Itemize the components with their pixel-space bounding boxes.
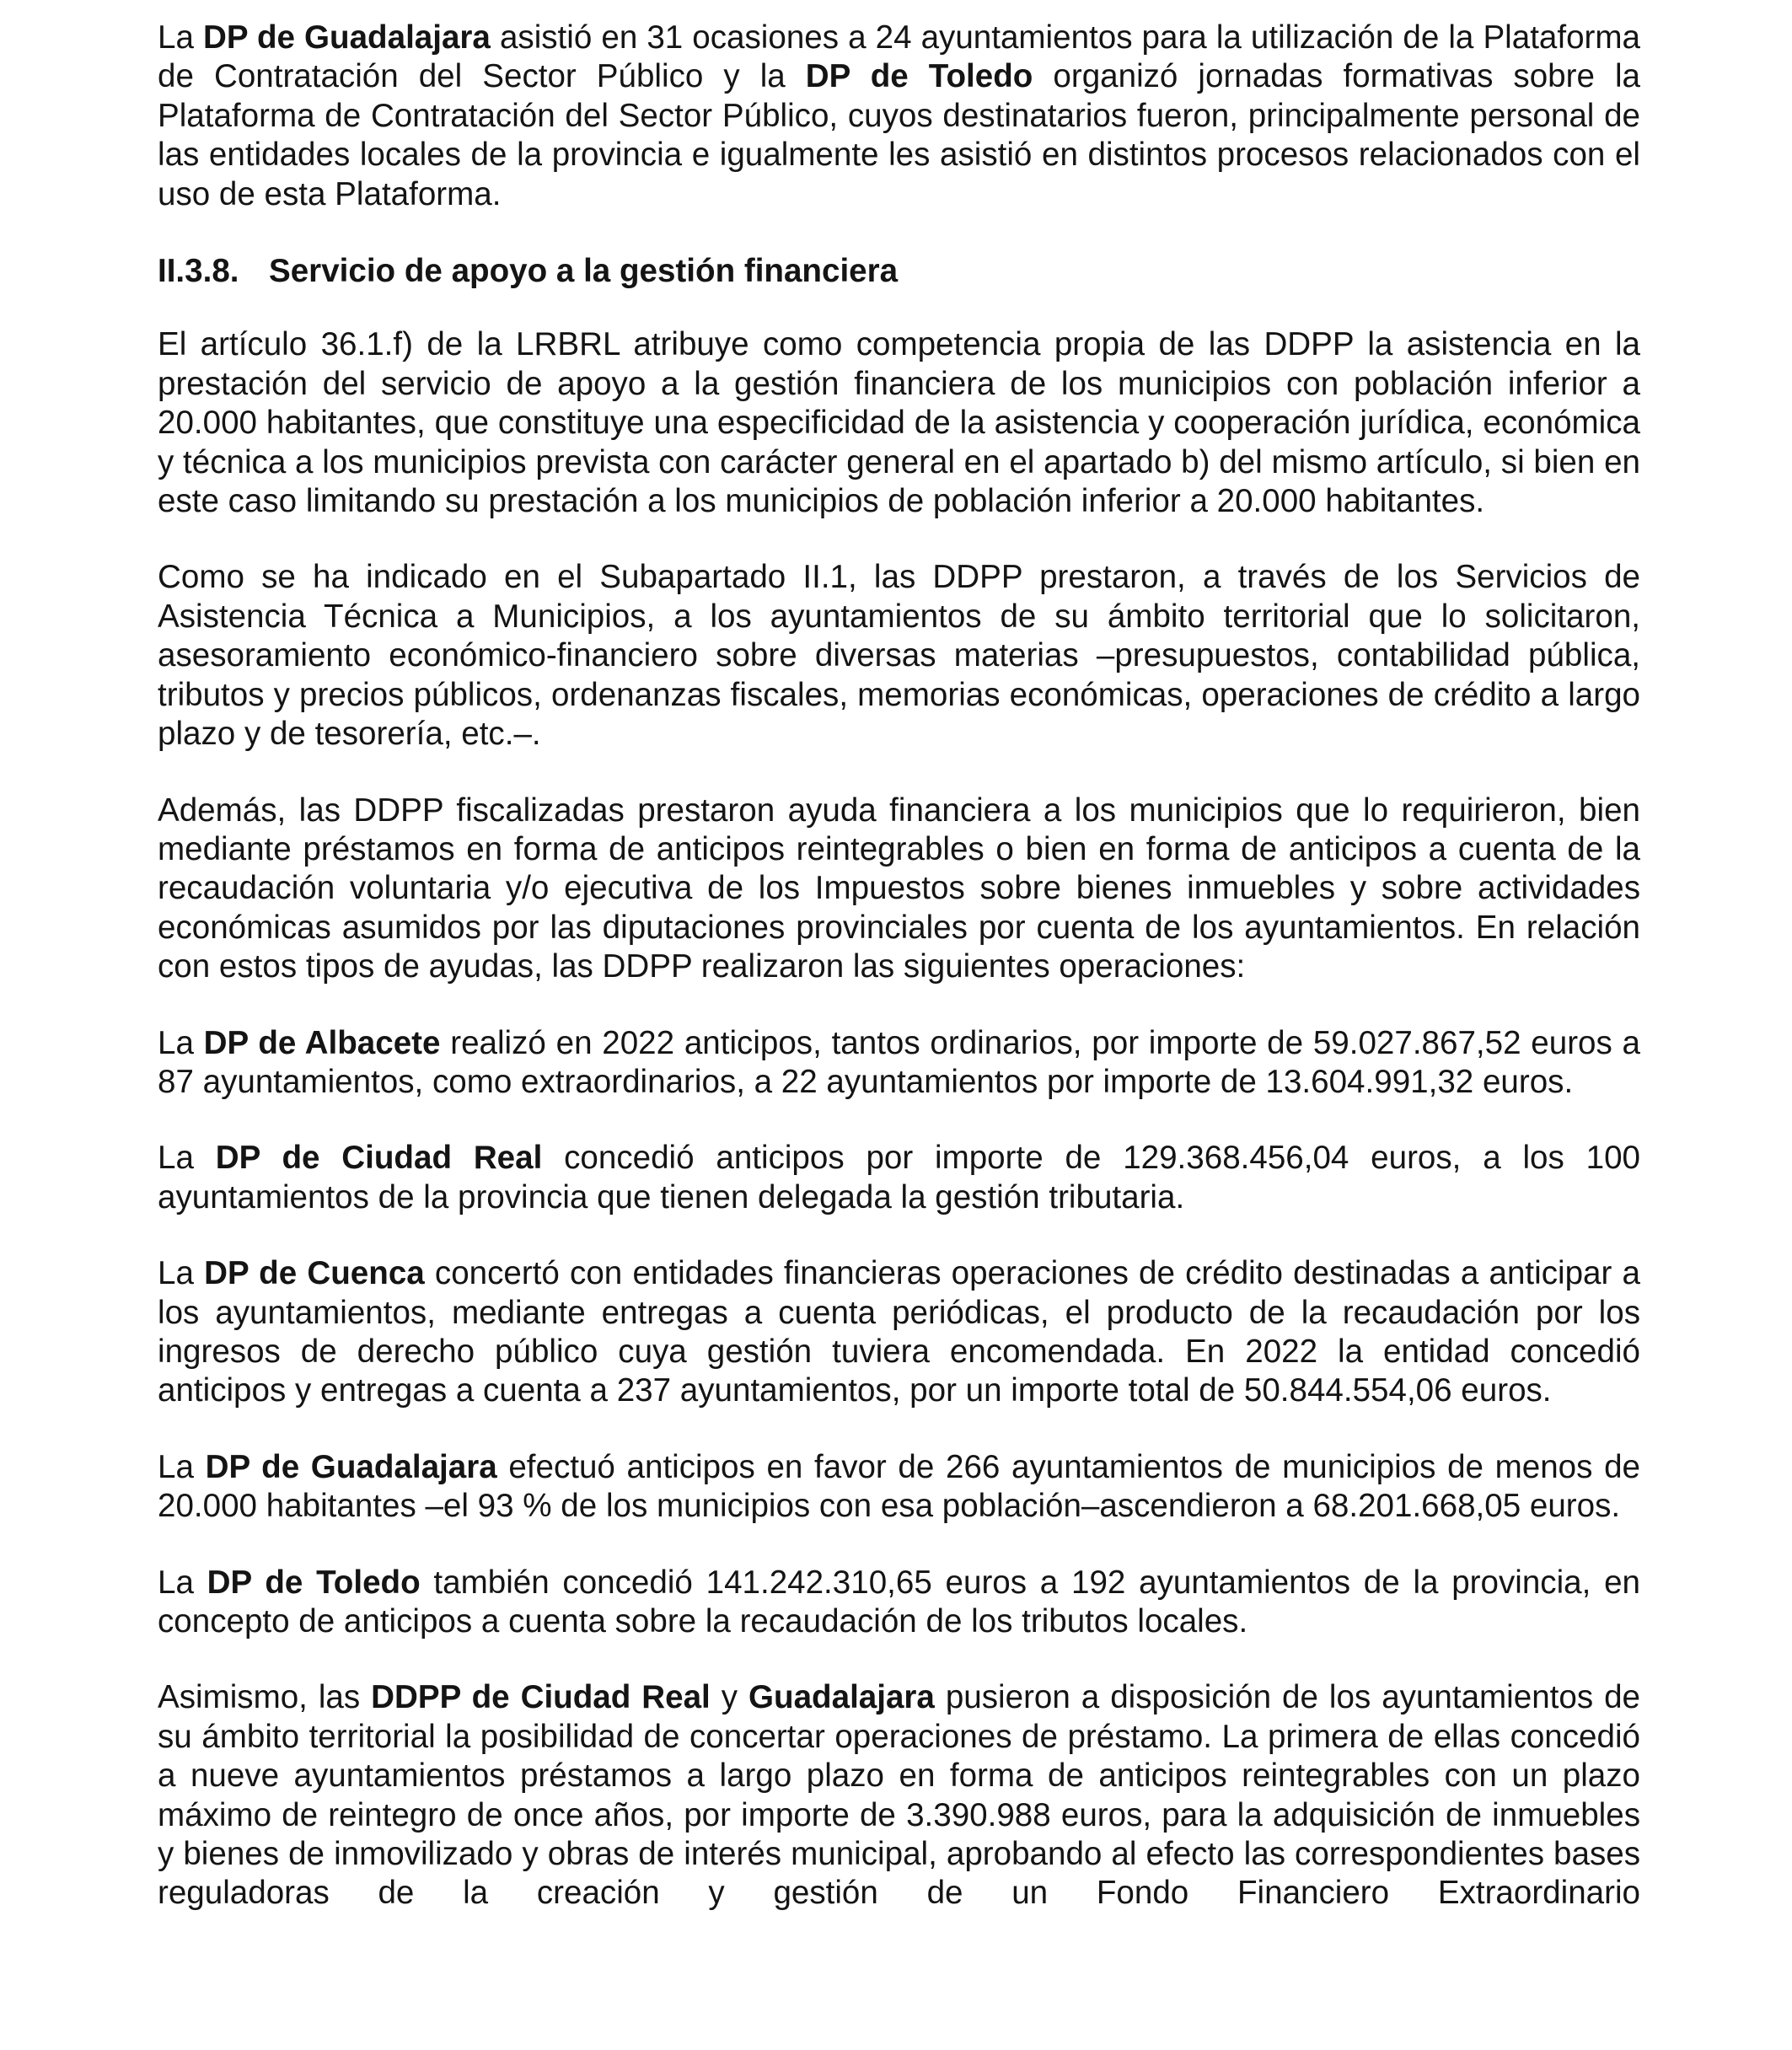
text: pusieron a disposición de los ayuntamientos de su ámbito territorial la posibilidad de concertar operaciones de préstamo. La primera de ellas concedió a nueve ayuntamientos préstamos a largo plazo en forma de anticipos reintegrables con un plazo máximo de reintegro de once años, por importe de 3.390.988 euros, para la adquisición de inmuebles y bienes de inmovilizado y obras de interés municipal, aprobando al efecto las correspondientes bases reguladoras de la creación y gestión de un Fondo Financiero Extraordinario [158,1679,1640,1912]
paragraph-guadalajara-anticipos [158,1448,1640,1527]
paragraph-toledo [158,1564,1640,1642]
entity-name: DP de Toledo [207,1564,421,1601]
entity-name: DP de Ciudad Real [215,1140,543,1177]
entity-name: DP de Guadalajara [202,19,491,56]
text: La [158,1448,206,1485]
section-heading [158,252,1640,291]
entity-name: DP de Cuenca [204,1255,425,1292]
paragraph-loans [158,1678,1640,1913]
entity-name: DP de Albacete [203,1024,441,1061]
entity-name: DP de Toledo [805,58,1033,95]
section-title: Servicio de apoyo a la gestión financiera [269,253,899,290]
text: La [158,1024,204,1061]
paragraph-cuenca [158,1254,1640,1411]
text: y [710,1679,749,1716]
text: concedió anticipos por importe de 129.368.456,04 euros, a los 100 ayuntamientos de la provincia que tienen delegada la gestión tributaria. [158,1140,1640,1216]
entity-name: DDPP de Ciudad Real [371,1679,711,1716]
text: efectuó anticipos en favor de 266 ayuntamientos de municipios de menos de 20.000 habitantes –el 93 % de los municipios con esa población–ascendieron a 68.201.668,05 euros. [158,1448,1640,1525]
text: también concedió 141.242.310,65 euros a 192 ayuntamientos de la provincia, en concepto de anticipos a cuenta sobre la recaudación de los tributos locales. [158,1564,1640,1639]
paragraph-article-36: El artículo 36.1.f) de la LRBRL atribuye como competencia propia de las DDPP la asistencia en la prestación del servicio de apoyo a la gestión financiera de los municipios con población inferior a 20.000 habitantes, que constituye una especificidad de la asistencia y cooperación jurídica, económica y técnica a los municipios prevista con carácter general en el apartado b) del mismo artículo, si bien en este caso limitando su prestación a los municipios de población inferior a 20.000 habitantes. [158,326,1640,520]
paragraph-financial-aid: Además, las DDPP fiscalizadas prestaron ayuda financiera a los municipios que lo requirieron, bien mediante préstamos en forma de anticipos reintegrables o bien en forma de anticipos a cuenta de la recaudación voluntaria y/o ejecutiva de los Impuestos sobre bienes inmuebles y sobre actividades económicas asumidos por las diputaciones provinciales por cuenta de los ayuntamientos. En relación con estos tipos de ayudas, las DDPP realizaron las siguientes operaciones: [158,792,1640,985]
text: organizó jornadas formativas sobre la Plataforma de Contratación del Sector Público, cuyos destinatarios fueron, principalmente personal de las entidades locales de la provincia e igualmente les asistió en distintos procesos relacionados con el uso de esta Plataforma. [158,58,1641,212]
text: Asimismo, las [158,1679,372,1716]
paragraph-albacete [158,1024,1640,1103]
document-page [158,19,1640,1951]
paragraph-guadalajara-toledo-platform [158,19,1640,214]
text: concertó con entidades financieras operaciones de crédito destinadas a anticipar a los ayuntamientos, mediante entregas a cuenta periódicas, el producto de la recaudación por los ingresos de derecho público cuya gestión tuviera encomendada. En 2022 la entidad concedió anticipos y entregas a cuenta a 237 ayuntamientos, por un importe total de 50.844.554,06 euros. [158,1255,1640,1409]
text: La [158,1255,205,1292]
text: realizó en 2022 anticipos, tantos ordinarios, por importe de 59.027.867,52 euros a 87 ayuntamientos, como extraordinarios, a 22 ayuntamientos por importe de 13.604.991,32 euros. [158,1024,1640,1100]
text: La [158,19,203,56]
text: La [158,1564,207,1601]
paragraph-technical-assistance: Como se ha indicado en el Subapartado II.1, las DDPP prestaron, a través de los Servicios de Asistencia Técnica a Municipios, a los ayuntamientos de su ámbito territorial que lo solicitaron, asesoramiento económico-financiero sobre diversas materias –presupuestos, contabilidad pública, tributos y precios públicos, ordenanzas fiscales, memorias económicas, operaciones de crédito a largo plazo y de tesorería, etc.–. [158,559,1640,753]
paragraph-ciudad-real [158,1139,1640,1217]
text: asistió en 31 ocasiones a 24 ayuntamientos para la utilización de la Plataforma de Contratación del Sector Público y la [158,19,1640,95]
text: La [158,1140,216,1177]
entity-name: Guadalajara [748,1679,935,1716]
entity-name: DP de Guadalajara [205,1448,497,1485]
section-number: II.3.8. [158,253,239,290]
